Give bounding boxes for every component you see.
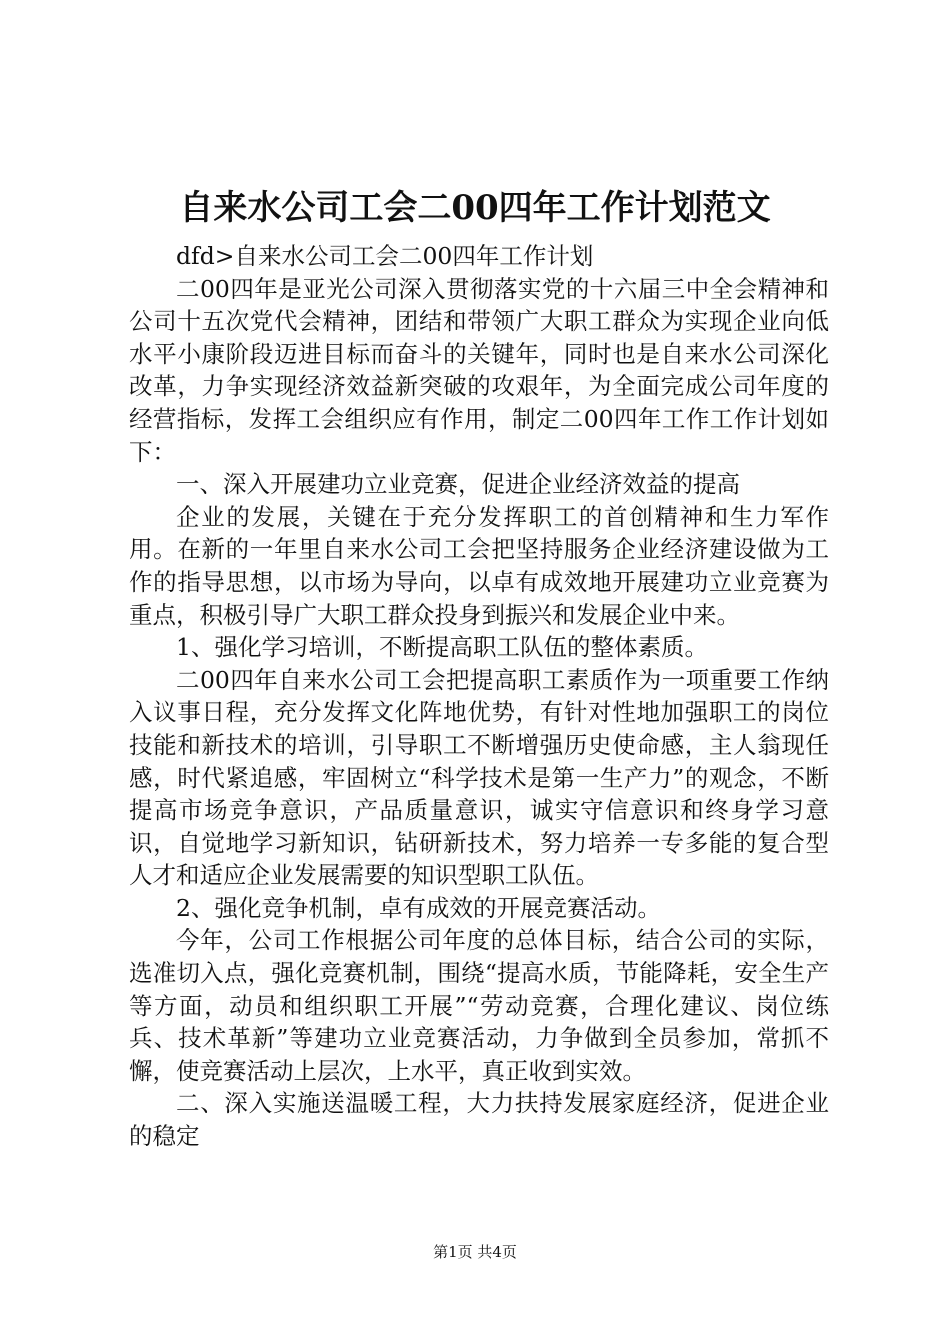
paragraph: 二00四年是亚光公司深入贯彻落实党的十六届三中全会精神和公司十五次党代会精神，团结和带领广大职工群众为实现企业向低水平小康阶段迈进目标而奋斗的关键年，同时也是自来水公司深化改革，力争实现经济效益新突破的攻艰年，为全面完成公司年度的经营指标，发挥工会组织应有作用，制定二00四年工作工作计划如下： — [129, 274, 829, 466]
paragraph: 二00四年自来水公司工会把提高职工素质作为一项重要工作纳入议事日程，充分发挥文化阵地优势，有针对性地加强职工的岗位技能和新技术的培训，引导职工不断增强历史使命感，主人翁现任感，时代紧追感，牢固树立“科学技术是第一生产力”的观念，不断提高市场竞争意识，产品质量意识，诚实守信意识和终身学习意识，自觉地学习新知识，钻研新技术，努力培养一专多能的复合型人才和适应企业发展需要的知识型职工队伍。 — [129, 665, 829, 890]
subsection-heading: 1、强化学习培训，不断提高职工队伍的整体素质。 — [176, 633, 708, 662]
page-footer: 第1页 共4页 — [433, 1243, 517, 1261]
paragraph: 今年，公司工作根据公司年度的总体目标，结合公司的实际，选准切入点，强化竞赛机制，围绕“提高水质，节能降耗，安全生产等方面，动员和组织职工开展”“劳动竞赛，合理化建议、岗位练兵、技术革新”等建功立业竞赛活动，力争做到全员参加，常抓不懈，使竞赛活动上层次，上水平，真正收到实效。 — [129, 926, 829, 1085]
section-heading: 二、深入实施送温暖工程，大力扶持发展家庭经济，促进企业的稳定 — [129, 1089, 829, 1151]
document-body — [129, 240, 829, 1153]
paragraph: dfd>自来水公司工会二00四年工作计划 — [176, 242, 594, 270]
section-heading: 一、深入开展建功立业竞赛，促进企业经济效益的提高 — [176, 470, 740, 499]
paragraph: 企业的发展，关键在于充分发挥职工的首创精神和生力军作用。在新的一年里自来水公司工会把坚持服务企业经济建设做为工作的指导思想，以市场为导向，以卓有成效地开展建功立业竞赛为重点，积极引导广大职工群众投身到振兴和发展企业中来。 — [129, 502, 829, 629]
document-title: 自来水公司工会二00四年工作计划范文 — [179, 188, 771, 228]
subsection-heading: 2、强化竞争机制，卓有成效的开展竞赛活动。 — [176, 893, 661, 922]
